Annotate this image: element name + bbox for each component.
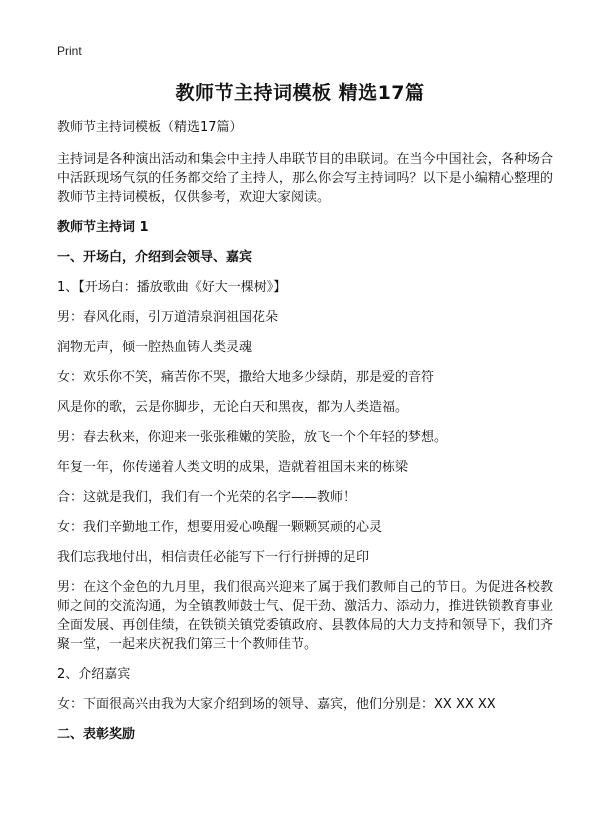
dialogue-line: 女：我们辛勤地工作，想要用爱心唤醒一颗颗冥顽的心灵 (57, 520, 383, 535)
item2-line: 2、介绍嘉宾 (57, 667, 131, 682)
document-body (57, 118, 553, 755)
dialogue-line: 合：这就是我们，我们有一个光荣的名字——教师！ (57, 490, 357, 505)
print-label[interactable]: Print (57, 44, 82, 58)
section-heading: 教师节主持词 1 (57, 220, 149, 235)
long-paragraph: 男：在这个金色的九月里，我们很高兴迎来了属于我们教师自己的节日。为促进各校教师之间的交流沟通，为全镇教师鼓士气、促干劲、激活力、添动力，推进铁锁教育事业全面发展、再创佳绩，在铁锁关镇党委镇政府、县教体局的大力支持和领导下，我们齐聚一堂，一起来庆祝我们第三十个教师佳节。 (57, 580, 553, 652)
dialogue-line: 男：春去秋来，你迎来一张张稚嫩的笑脸，放飞一个个年轻的梦想。 (57, 430, 448, 445)
dialogue-line: 润物无声，倾一腔热血铸人类灵魂 (57, 340, 253, 355)
part2-heading: 二、表彰奖励 (57, 727, 136, 742)
dialogue-line: 女：欢乐你不笑，痛苦你不哭，撒给大地多少绿荫，那是爱的音符 (57, 370, 435, 385)
dialogue-line: 我们忘我地付出，相信责任必能写下一行行拼搏的足印 (57, 550, 370, 565)
page-title: 教师节主持词模板 精选17篇 (175, 82, 425, 104)
dialogue-line: 男：春风化雨，引万道清泉润祖国花朵 (57, 310, 279, 325)
document-subtitle: 教师节主持词模板（精选17篇） (57, 120, 243, 135)
part1-heading: 一、开场白，介绍到会领导、嘉宾 (57, 250, 253, 265)
intro-paragraph: 主持词是各种演出活动和集会中主持人串联节目的串联词。在当今中国社会，各种场合中活跃现场气氛的任务都交给了主持人，那么你会写主持词吗？以下是小编精心整理的教师节主持词模板，仅供参考，欢迎大家阅读。 (57, 152, 553, 205)
guest-line: 女：下面很高兴由我为大家介绍到场的领导、嘉宾，他们分别是：XX XX XX (57, 697, 496, 712)
dialogue-line: 年复一年，你传递着人类文明的成果，造就着祖国未来的栋梁 (57, 460, 409, 475)
item1-line: 1、【开场白：播放歌曲《好大一棵树》】 (57, 280, 287, 295)
dialogue-line: 风是你的歌，云是你脚步，无论白天和黑夜，都为人类造福。 (57, 400, 409, 415)
